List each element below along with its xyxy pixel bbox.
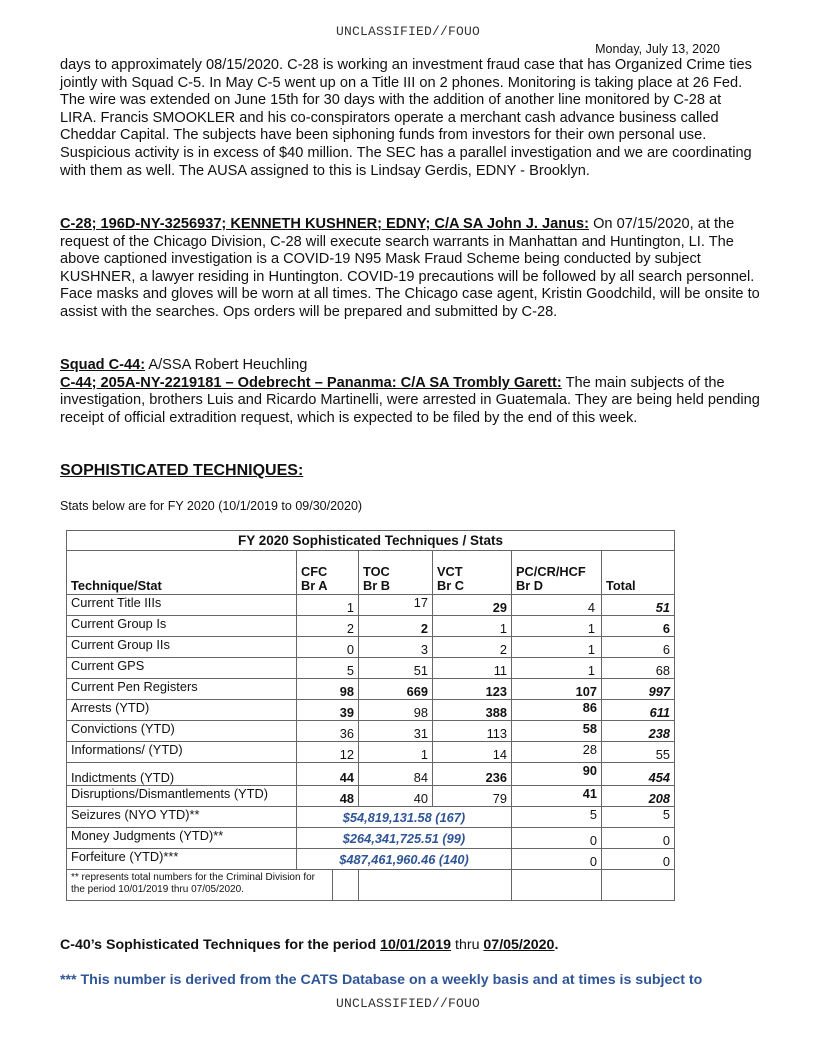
- period-prefix: C-40’s Sophisticated Techniques for the period: [60, 937, 381, 953]
- cell-total: 6: [602, 616, 675, 637]
- empty-cell: [512, 870, 602, 901]
- period-suffix: .: [554, 937, 559, 953]
- table-row: [67, 721, 675, 742]
- cell-toc: 98: [359, 700, 433, 721]
- cell-amount: $264,341,725.51 (99): [297, 828, 512, 849]
- cell-toc: 51: [359, 658, 433, 679]
- table-row: [67, 679, 675, 700]
- cell-cfc: 39: [297, 700, 359, 721]
- squad-supervisor: A/SSA Robert Heuchling: [145, 357, 308, 373]
- row-label: Convictions (YTD): [67, 721, 297, 742]
- cell-total: 6: [602, 637, 675, 658]
- cell-total: 0: [602, 828, 675, 849]
- cell-total: 454: [602, 763, 675, 786]
- period-line: [60, 937, 558, 953]
- cell-pc: 90: [512, 763, 602, 786]
- paragraph-c28-investment-fraud: days to approximately 08/15/2020. C-28 is working an investment fraud case that has Organized Crime ties jointly with Squad C-5. In May C-5 went up on a Title III on 2 phones. Monitoring is taking place at 26 Fed. The wire was extended on June 15th for 30 days with the addition of another line monitored by C-28 at LIRA. Francis SMOOKLER and his co-conspirators operate a merchant cash advance business called Cheddar Capital. The subjects have been siphoning funds from investors for their own personal use. Suspicious activity is in excess of $40 million. The SEC has a parallel investigation and we are coordinating with them as well. The AUSA assigned to this is Lindsay Gerdis, EDNY - Brooklyn.: [60, 57, 752, 179]
- case-odebrecht: [60, 375, 760, 428]
- row-label: Informations/ (YTD): [67, 742, 297, 763]
- cell-pc: 41: [512, 786, 602, 807]
- cell-vct: 14: [433, 742, 512, 763]
- cell-vct: 236: [433, 763, 512, 786]
- row-label: Seizures (NYO YTD)**: [67, 807, 297, 828]
- cell-vct: 29: [433, 595, 512, 616]
- cell-vct: 79: [433, 786, 512, 807]
- cell-total: 68: [602, 658, 675, 679]
- table-row: [67, 658, 675, 679]
- cell-toc: 31: [359, 721, 433, 742]
- table-row: [67, 763, 675, 786]
- cell-toc: 1: [359, 742, 433, 763]
- classification-banner-bottom: UNCLASSIFIED//FOUO: [335, 996, 481, 1011]
- cell-pc: 5: [512, 807, 602, 828]
- cell-pc: 58: [512, 721, 602, 742]
- cell-cfc: 1: [297, 595, 359, 616]
- document-date: Monday, July 13, 2020: [595, 42, 720, 56]
- header-pc-l1: PC/CR/HCF: [516, 564, 586, 579]
- cell-pc: 4: [512, 595, 602, 616]
- money-row: [67, 807, 675, 828]
- row-label: Indictments (YTD): [67, 763, 297, 786]
- header-cfc-l2: Br A: [301, 578, 328, 593]
- row-label: Forfeiture (YTD)***: [67, 849, 297, 870]
- cell-total: 51: [602, 595, 675, 616]
- squad-label: Squad C-44:: [60, 357, 146, 373]
- row-label: Current Group IIs: [67, 637, 297, 658]
- cell-pc: 28: [512, 742, 602, 763]
- cats-note: *** This number is derived from the CATS Database on a weekly basis and at times is subject to: [60, 972, 703, 988]
- row-label: Current Group Is: [67, 616, 297, 637]
- money-row: [67, 828, 675, 849]
- header-toc-l1: TOC: [363, 564, 390, 579]
- cell-total: 208: [602, 786, 675, 807]
- cell-total: 5: [602, 807, 675, 828]
- cell-total: 55: [602, 742, 675, 763]
- money-row: [67, 849, 675, 870]
- table-row: [67, 742, 675, 763]
- cell-vct: 113: [433, 721, 512, 742]
- row-label: Disruptions/Dismantlements (YTD): [67, 786, 297, 807]
- header-toc: [359, 551, 433, 595]
- cell-toc: 40: [359, 786, 433, 807]
- header-vct: [433, 551, 512, 595]
- paragraph-c44: [60, 357, 760, 427]
- paragraph-c28-kushner: [60, 216, 760, 322]
- cell-cfc: 5: [297, 658, 359, 679]
- empty-cell: [333, 870, 359, 901]
- table-title: FY 2020 Sophisticated Techniques / Stats: [67, 531, 675, 551]
- cell-total: 997: [602, 679, 675, 700]
- row-label: Money Judgments (YTD)**: [67, 828, 297, 849]
- stats-note: Stats below are for FY 2020 (10/1/2019 to 09/30/2020): [60, 499, 363, 513]
- cell-vct: 1: [433, 616, 512, 637]
- cell-cfc: 44: [297, 763, 359, 786]
- period-mid: thru: [451, 937, 484, 953]
- cell-toc: 17: [359, 595, 433, 616]
- cell-cfc: 2: [297, 616, 359, 637]
- case-body-kushner: On 07/15/2020, at the request of the Chicago Division, C-28 will execute search warrants in Manhattan and Huntington, LI. The above captioned investigation is a COVID-19 N95 Mask Fraud Scheme being conducted by subject KUSHNER, a lawyer residing in Huntington. COVID-19 precautions will be followed by all search personnel. Face masks and gloves will be worn at all times. The Chicago case agent, Kristin Goodchild, will be onsite to assist with the searches. Ops orders will be prepared and submitted by C-28.: [60, 216, 760, 320]
- stats-table: [66, 530, 675, 901]
- header-cfc-l1: CFC: [301, 564, 328, 579]
- cell-pc: 1: [512, 658, 602, 679]
- header-vct-l2: Br C: [437, 578, 465, 593]
- cell-pc: 0: [512, 849, 602, 870]
- case-body-odebrecht: The main subjects of the investigation, brothers Luis and Ricardo Martinelli, were arrested in Guatemala. They are being held pending receipt of official extradition request, which is expected to be filed by the end of this week.: [60, 374, 760, 426]
- cell-toc: 2: [359, 616, 433, 637]
- cell-amount: $487,461,960.46 (140): [297, 849, 512, 870]
- cell-pc: 1: [512, 637, 602, 658]
- row-label: Current GPS: [67, 658, 297, 679]
- cell-toc: 84: [359, 763, 433, 786]
- cell-vct: 11: [433, 658, 512, 679]
- table-row: [67, 637, 675, 658]
- cell-total: 0: [602, 849, 675, 870]
- cell-vct: 123: [433, 679, 512, 700]
- header-technique: Technique/Stat: [67, 551, 297, 595]
- cell-cfc: 0: [297, 637, 359, 658]
- footnote-row: [67, 870, 675, 901]
- case-heading-odebrecht: C-44; 205A-NY-2219181 – Odebrecht – Pananma: C/A SA Trombly Garett:: [60, 374, 562, 391]
- cell-total: 611: [602, 700, 675, 721]
- section-heading: SOPHISTICATED TECHNIQUES:: [60, 462, 304, 479]
- row-label: Arrests (YTD): [67, 700, 297, 721]
- empty-cell: [359, 870, 512, 901]
- header-pc-l2: Br D: [516, 578, 544, 593]
- classification-banner-top: UNCLASSIFIED//FOUO: [335, 24, 481, 39]
- cell-cfc: 36: [297, 721, 359, 742]
- table-row: [67, 786, 675, 807]
- header-vct-l1: VCT: [437, 564, 463, 579]
- table-row: [67, 595, 675, 616]
- cell-toc: 3: [359, 637, 433, 658]
- table-row: [67, 616, 675, 637]
- header-pc: [512, 551, 602, 595]
- row-label: Current Title IIIs: [67, 595, 297, 616]
- case-heading-kushner: C-28; 196D-NY-3256937; KENNETH KUSHNER; EDNY; C/A SA John J. Janus:: [60, 216, 590, 232]
- table-footnote: ** represents total numbers for the Criminal Division for the period 10/01/2019 thru 07/05/2020.: [67, 870, 333, 901]
- cell-pc: 107: [512, 679, 602, 700]
- period-start: 10/01/2019: [380, 937, 452, 953]
- cell-cfc: 98: [297, 679, 359, 700]
- table-title-row: [67, 531, 675, 551]
- cell-pc: 86: [512, 700, 602, 721]
- header-total: Total: [602, 551, 675, 595]
- cell-pc: 1: [512, 616, 602, 637]
- row-label: Current Pen Registers: [67, 679, 297, 700]
- header-cfc: [297, 551, 359, 595]
- squad-line: [60, 357, 760, 375]
- cell-cfc: 48: [297, 786, 359, 807]
- cell-toc: 669: [359, 679, 433, 700]
- table-header-row: [67, 551, 675, 595]
- cell-total: 238: [602, 721, 675, 742]
- cell-vct: 388: [433, 700, 512, 721]
- table-row: [67, 700, 675, 721]
- cell-cfc: 12: [297, 742, 359, 763]
- cell-amount: $54,819,131.58 (167): [297, 807, 512, 828]
- cell-pc: 0: [512, 828, 602, 849]
- empty-cell: [602, 870, 675, 901]
- period-end: 07/05/2020: [483, 937, 555, 953]
- header-toc-l2: Br B: [363, 578, 391, 593]
- cell-vct: 2: [433, 637, 512, 658]
